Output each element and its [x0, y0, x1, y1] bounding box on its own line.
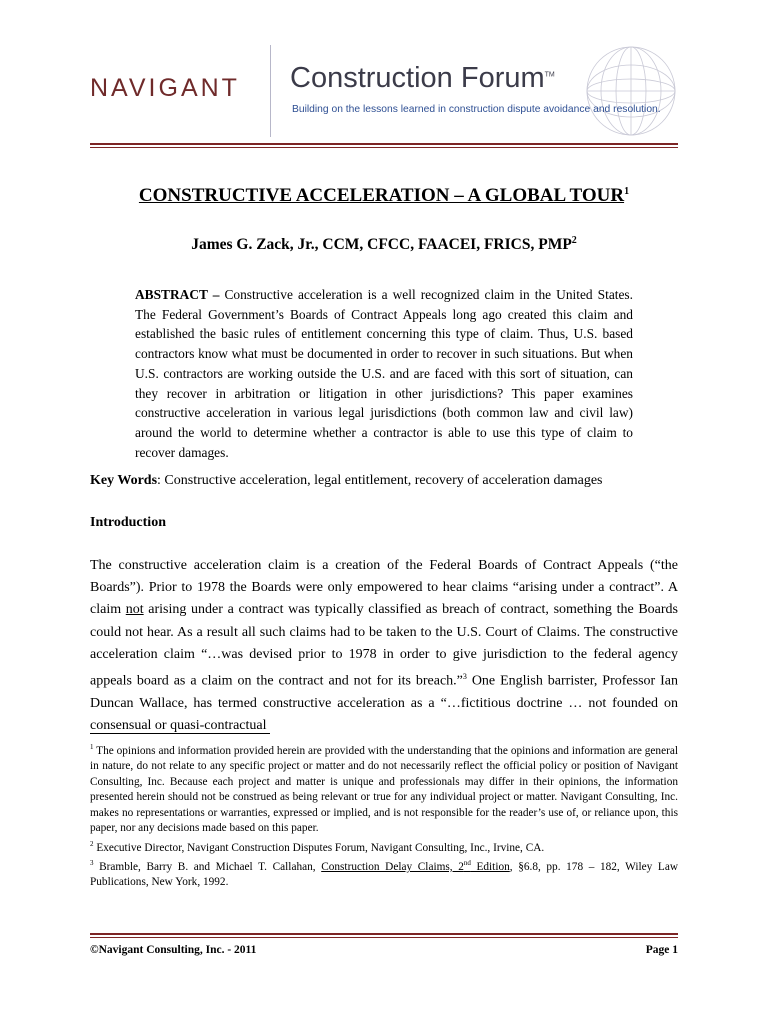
footnote-2-number: 2: [90, 839, 94, 848]
header-rule: [90, 143, 678, 145]
tagline-text: Building on the lessons learned in construction dispute avoidance and resolution.: [292, 104, 661, 115]
intro-footnote-ref: 3: [462, 672, 467, 682]
title-text: CONSTRUCTIVE ACCELERATION – A GLOBAL TOUR: [138, 185, 625, 206]
keywords-text: : Constructive acceleration, legal entitlement, recovery of acceleration damages: [157, 473, 603, 488]
intro-underlined-word: not: [125, 602, 144, 618]
author-footnote-ref: 2: [571, 235, 577, 246]
footer-rule-thin: [90, 937, 678, 938]
book-title-b: Edition: [470, 860, 510, 873]
author-line: [0, 235, 768, 254]
section-heading-introduction: Introduction: [90, 515, 166, 530]
forum-title-text: Construction Forum: [290, 62, 545, 94]
footnote-2-text: Executive Director, Navigant Construction Disputes Forum, Navigant Consulting, Inc., Irvine, CA.: [93, 841, 545, 854]
keywords: [90, 473, 690, 489]
introduction-paragraph: [90, 555, 678, 737]
intro-text-1: The constructive acceleration claim is a creation of the Federal Boards of Contract Appeals (“the Boards”). Prior to 1978 the Boards were only empowered to hear claims “arising under a contract”. A claim: [90, 558, 678, 618]
forum-tagline: [292, 104, 661, 115]
forum-trademark: TM: [544, 71, 555, 79]
footnote-3-text-post: , §6.8, pp. 178 – 182, Wiley Law Publications, New York, 1992.: [90, 860, 678, 889]
forum-title: [290, 62, 555, 95]
footer-rule: [90, 933, 678, 935]
navigant-logo: NAVIGANT: [90, 74, 240, 102]
header-divider: [270, 45, 271, 137]
footnote-3-text-pre: Bramble, Barry B. and Michael T. Callahan,: [93, 860, 322, 873]
document-header: [0, 0, 768, 150]
footer-copyright: ©Navigant Consulting, Inc. - 2011: [90, 944, 257, 956]
book-title-a: Construction Delay Claims, 2: [321, 860, 464, 873]
footnote-3: [90, 856, 678, 891]
author-text: James G. Zack, Jr., CCM, CFCC, FAACEI, FRICS, PMP: [191, 236, 572, 254]
globe-icon: [576, 44, 686, 138]
intro-text-3: One English barrister, Professor Ian Duncan Wallace, has termed constructive acceleration as a “…fictitious doctrine … not founded on consensual or quasi-contractual: [90, 673, 678, 734]
footer-page-number: Page 1: [645, 944, 678, 956]
book-title-sup: nd: [463, 859, 471, 868]
footnote-1: [90, 740, 678, 837]
footnotes: [90, 740, 678, 891]
intro-text-2: arising under a contract was typically classified as breach of contract, something the Boards could not hear. As a result all such claims had to be taken to the U.S. Court of Claims. The constructive acceleration claim “…was devised prior to 1978 in order to give jurisdiction to the federal agency appeals board as a claim on the contract and not for its breach.”: [90, 602, 678, 689]
footnote-3-number: 3: [90, 859, 94, 868]
abstract-text: Constructive acceleration is a well recognized claim in the United States. The Federal Government’s Boards of Contract Appeals long ago created this claim and established the basic rules of entitlement concerning this type of claim. Thus, U.S. based contractors know what must be documented in order to recover in such situations. But when U.S. contractors are working outside the U.S. and are faced with this sort of situation, can they recover in arbitration or litigation in other jurisdictions? This paper examines constructive acceleration in various legal jurisdictions (both common law and civil law) around the world to determine whether a contractor is able to use this type of claim to recover damages.: [135, 287, 633, 460]
footnote-separator: [90, 733, 270, 734]
footnote-2: [90, 837, 678, 856]
keywords-label: Key Words: [90, 473, 158, 488]
header-rule-thin: [90, 147, 678, 148]
abstract: [135, 285, 633, 462]
title-footnote-ref: 1: [624, 185, 630, 197]
document-title: [0, 185, 768, 207]
footnote-1-number: 1: [90, 743, 94, 751]
abstract-label: ABSTRACT –: [135, 287, 220, 302]
footnote-1-text: The opinions and information provided herein are provided with the understanding that the opinions and information are general in nature, do not relate to any specific project or matter and do not necessarily reflect the official policy or position of Navigant Consulting, Inc. Because each project and matter is unique and professionals may differ in their opinions, the information presented herein should not be construed as being relevant or true for any individual project or matter. Navigant Consulting, Inc. makes no representations or warranties, expressed or implied, and is not responsible for the reader’s use of, or reliance upon, this paper, nor any decisions made based on this paper.: [90, 744, 678, 835]
footnote-3-book-title: [321, 861, 510, 873]
